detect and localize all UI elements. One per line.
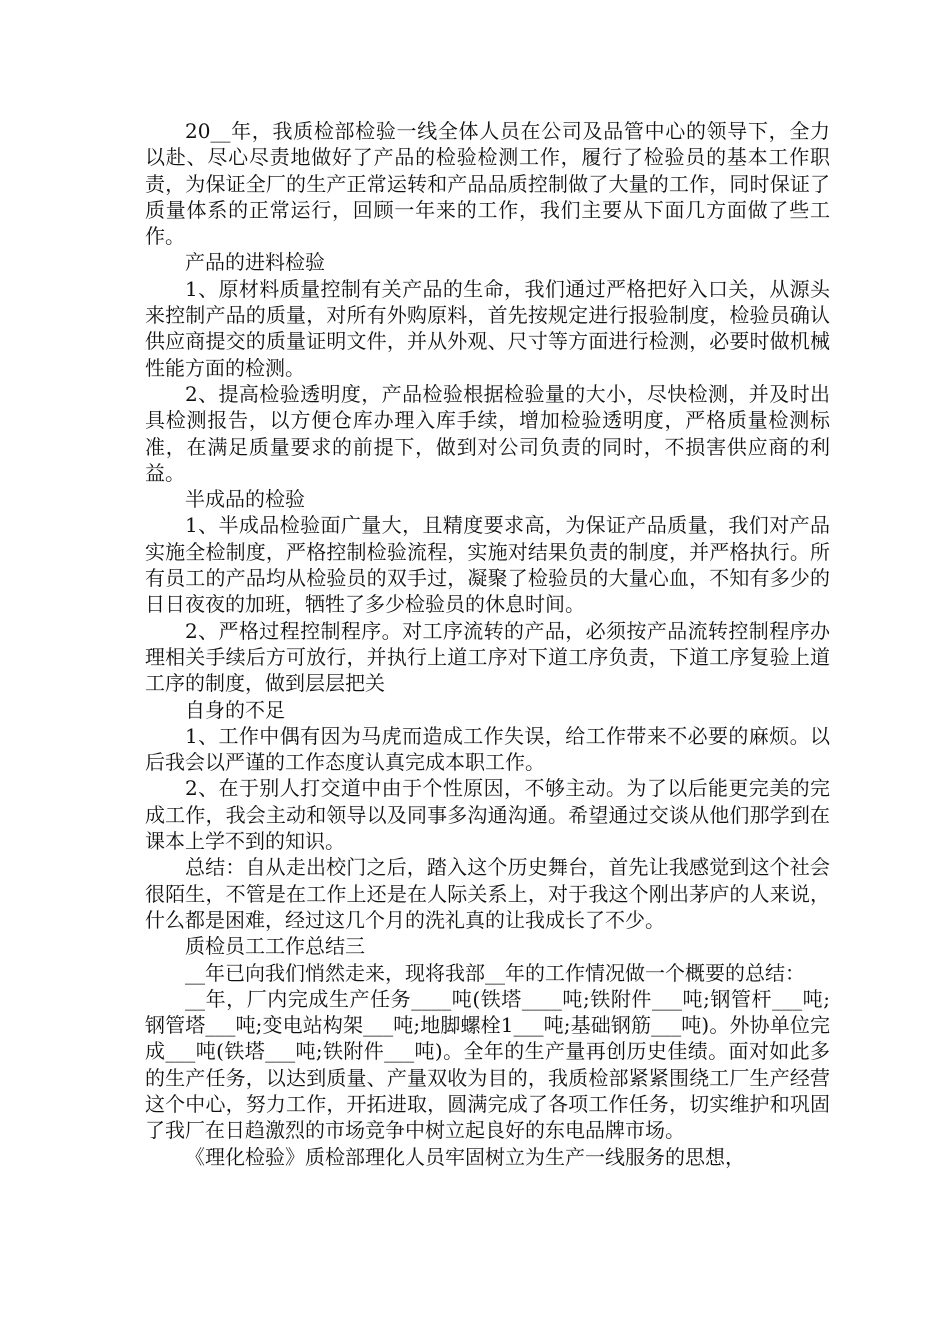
paragraph-semi-finished-1: 1、半成品检验面广量大，且精度要求高，为保证产品质量，我们对产品实施全检制度，严格控制检验流程，实施对结果负责的制度，并严格执行。所有员工的产品均从检验员的双手过，凝聚了检验员的大量心血，不知有多少的日日夜夜的加班，牺牲了多少检验员的休息时间。 xyxy=(145,513,830,617)
heading-semi-finished: 半成品的检验 xyxy=(185,487,305,512)
paragraph-shortcoming-2: 2、在于别人打交道中由于个性原因，不够主动。为了以后能更完美的完成工作，我会主动和领导以及同事多沟通沟通。希望通过交谈从他们那学到在课本上学不到的知识。 xyxy=(145,776,830,854)
paragraph-production: __年，厂内完成生产任务____吨(铁塔____吨;铁附件___吨;钢管杆___吨;钢管塔___吨;变电站构架___吨;地脚螺栓1___吨;基础钢筋___吨)。外协单位完成___吨(铁塔___吨;铁附件___吨)。全年的生产量再创历史佳绩。面对如此多的生产任务，以达到质量、产量双收为目的，我质检部紧紧围绕工厂生产经营这个中心，努力工作，开拓进取，圆满完成了各项工作任务，切实维护和巩固了我厂在日趋激烈的市场竞争中树立起良好的东电品牌市场。 xyxy=(145,986,830,1143)
paragraph-shortcoming-1: 1、工作中偶有因为马虎而造成工作失误，给工作带来不必要的麻烦。以后我会以严谨的工作态度认真完成本职工作。 xyxy=(145,723,830,775)
paragraph-summary: 总结：自从走出校门之后，踏入这个历史舞台，首先让我感觉到这个社会很陌生，不管是在工作上还是在人际关系上，对于我这个刚出茅庐的人来说，什么都是困难，经过这几个月的洗礼真的让我成长了不少。 xyxy=(145,855,830,932)
heading-summary-three: 质检员工工作总结三 xyxy=(185,934,365,959)
paragraph-physchem: 《理化检验》质检部理化人员牢固树立为生产一线服务的思想， xyxy=(185,1144,745,1169)
document-page xyxy=(145,118,830,1170)
paragraph-semi-finished-2: 2、严格过程控制程序。对工序流转的产品，必须按产品流转控制程序办理相关手续后方可放行，并执行上道工序对下道工序负责，下道工序复验上道工序的制度，做到层层把关 xyxy=(145,618,830,696)
paragraph-raw-material: 1、原材料质量控制有关产品的生命，我们通过严格把好入口关，从源头来控制产品的质量，对所有外购原料，首先按规定进行报验制度，检验员确认供应商提交的质量证明文件，并从外观、尺寸等方面进行检测，必要时做机械性能方面的检测。 xyxy=(145,276,830,380)
paragraph-intro: 20__年，我质检部检验一线全体人员在公司及品管中心的领导下，全力以赴、尽心尽责地做好了产品的检验检测工作，履行了检验员的基本工作职责，为保证全厂的生产正常运转和产品品质控制做了大量的工作，同时保证了质量体系的正常运行，回顾一年来的工作，我们主要从下面几方面做了些工作。 xyxy=(145,119,830,249)
paragraph-year-overview: __年已向我们悄然走来，现将我部__年的工作情况做一个概要的总结： xyxy=(185,960,805,985)
heading-incoming-inspection: 产品的进料检验 xyxy=(185,250,325,275)
heading-shortcomings: 自身的不足 xyxy=(185,697,285,722)
paragraph-transparency: 2、提高检验透明度，产品检验根据检验量的大小，尽快检测，并及时出具检测报告，以方便仓库办理入库手续，增加检验透明度，严格质量检测标准，在满足质量要求的前提下，做到对公司负责的同时，不损害供应商的利益。 xyxy=(145,381,830,485)
